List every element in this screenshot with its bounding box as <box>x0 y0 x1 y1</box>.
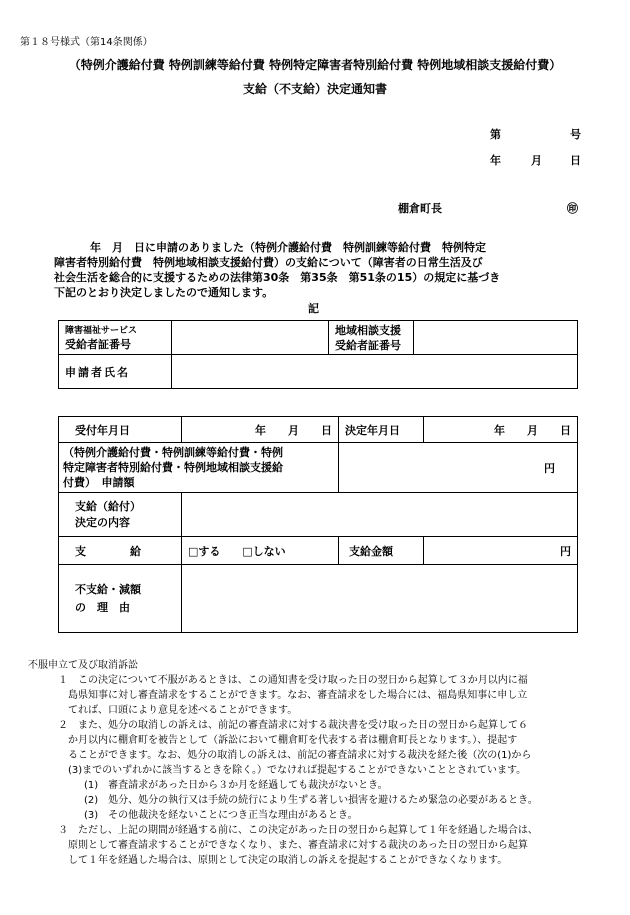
regional-number-field[interactable] <box>414 321 578 355</box>
regional-label-2: 受給者証番号 <box>335 338 401 352</box>
regional-label-cell <box>329 321 414 355</box>
decision-date-field[interactable]: 年 月 日 <box>424 417 578 443</box>
note-line: ることができます。なお、処分の取消しの訴えは、前記の審査請求に対する裁決を経た後（次の(1)から <box>68 750 532 761</box>
amount-label-line: （特例介護給付費・特例訓練等給付費・特例 <box>63 446 283 459</box>
payment-yes-checkbox[interactable]: □する <box>188 544 221 558</box>
decision-table <box>58 416 578 633</box>
amount-label-line: 特定障害者特別給付費・特例地域相談支援給 <box>63 461 283 474</box>
seal-mark: ㊞ <box>567 202 578 215</box>
doc-number-suffix: 号 <box>570 128 581 141</box>
applied-amount-field[interactable] <box>339 443 578 493</box>
reason-label-line2: の 理 由 <box>75 600 130 614</box>
appeal-notes <box>28 658 618 868</box>
cert-number-field[interactable] <box>172 321 329 355</box>
amount-label-cell <box>59 443 339 493</box>
note-subitem: (1) 審査請求があった日から３か月を経過しても裁決がないとき。 <box>84 780 388 791</box>
decision-date-label: 決定年月日 <box>339 417 424 443</box>
received-date-field[interactable]: 年 月 日 <box>182 417 339 443</box>
note-line: 島県知事に対し審査請求をすることができます。なお、審査請求をした場合には、福島県知事に申し立 <box>68 690 528 701</box>
applicant-name-field[interactable] <box>172 355 578 389</box>
intro-text <box>54 240 594 300</box>
note-line: か月以内に棚倉町を被告として（訴訟において棚倉町を代表する者は棚倉町長となります。）、提起す <box>68 735 518 746</box>
doc-date-month: 月 <box>531 154 542 167</box>
intro-line: 年 月 日に申請のありました（特例介護給付費 特例訓練等給付費 特例特定 <box>90 241 486 254</box>
note-line: ３ ただし、上記の期間が経過する前に、この決定があった日の翌日から起算して１年を経過した場合は、 <box>58 825 538 836</box>
applicant-name-label: 申請者氏名 <box>59 355 172 389</box>
yen-unit: 円 <box>544 461 555 475</box>
note-line: 原則として審査請求することができなくなり、また、審査請求に対する裁決のあった日の翌日から起算 <box>68 840 528 851</box>
reason-label-line1: 不支給・減額 <box>75 582 141 596</box>
decision-content-field[interactable] <box>182 493 578 537</box>
note-subitem: (3) その他裁決を経ないことにつき正当な理由があるとき。 <box>84 810 358 821</box>
note-subitem: (2) 処分、処分の執行又は手続の続行により生ずる著しい損害を避けるため緊急の必要があるとき。 <box>84 795 538 806</box>
issuer-name: 棚倉町長 <box>398 202 442 215</box>
document-title-line2: 支給（不支給）決定通知書 <box>242 82 387 96</box>
document-title-line1: （特例介護給付費 特例訓練等給付費 特例特定障害者特別給付費 特例地域相談支援給付費） <box>68 58 562 72</box>
note-line: １ この決定について不服があるときは、この通知書を受け取った日の翌日から起算して３か月以内に福 <box>58 675 528 686</box>
payment-amount-label: 支給金額 <box>339 537 424 565</box>
payment-no-checkbox[interactable]: □しない <box>242 544 286 558</box>
intro-line: 障害者特別給付費 特例地域相談支援給付費）の支給について（障害者の日常生活及び <box>54 256 483 269</box>
received-date-label: 受付年月日 <box>59 417 182 443</box>
doc-date-year: 年 <box>490 154 501 167</box>
amount-label-line: 付費） 申請額 <box>63 476 135 489</box>
cert-label-cell <box>59 321 172 355</box>
intro-line: 社会生活を総合的に支援するための法律第30条 第35条 第51条の15）の規定に基づき <box>54 271 501 284</box>
payment-label: 支 給 <box>59 537 182 565</box>
note-line: ２ また、処分の取消しの訴えは、前記の審査請求に対する裁決書を受け取った日の翌日から起算して６ <box>58 720 528 731</box>
payment-options-cell <box>182 537 339 565</box>
form-number: 第１８号様式（第14条関係） <box>20 37 153 48</box>
regional-label-1: 地域相談支援 <box>335 323 401 337</box>
note-line: (3)までのいずれかに該当するときを除く。）でなければ提起することができないこととされています。 <box>68 765 527 776</box>
ki-heading: 記 <box>308 302 319 315</box>
notes-title: 不服申立て及び取消訴訟 <box>28 660 138 671</box>
applicant-table <box>58 320 578 389</box>
reason-field[interactable] <box>182 565 578 633</box>
yen-unit: 円 <box>560 544 571 558</box>
doc-number-prefix: 第 <box>490 128 501 141</box>
reason-label-cell <box>59 565 182 633</box>
intro-line: 下記のとおり決定しましたので通知します。 <box>54 286 274 299</box>
cert-label: 受給者証番号 <box>65 337 131 351</box>
content-label-cell <box>59 493 182 537</box>
content-label-line2: 決定の内容 <box>75 515 130 529</box>
note-line: てれば、口頭により意見を述べることができます。 <box>68 705 298 716</box>
payment-amount-field[interactable] <box>424 537 578 565</box>
doc-date-day: 日 <box>570 154 581 167</box>
cert-label-small: 障害福祉サービス <box>65 325 138 336</box>
content-label-line1: 支給（給付） <box>75 499 141 513</box>
note-line: して１年を経過した場合は、原則として決定の取消しの訴えを提起することができなくなります。 <box>68 855 508 866</box>
